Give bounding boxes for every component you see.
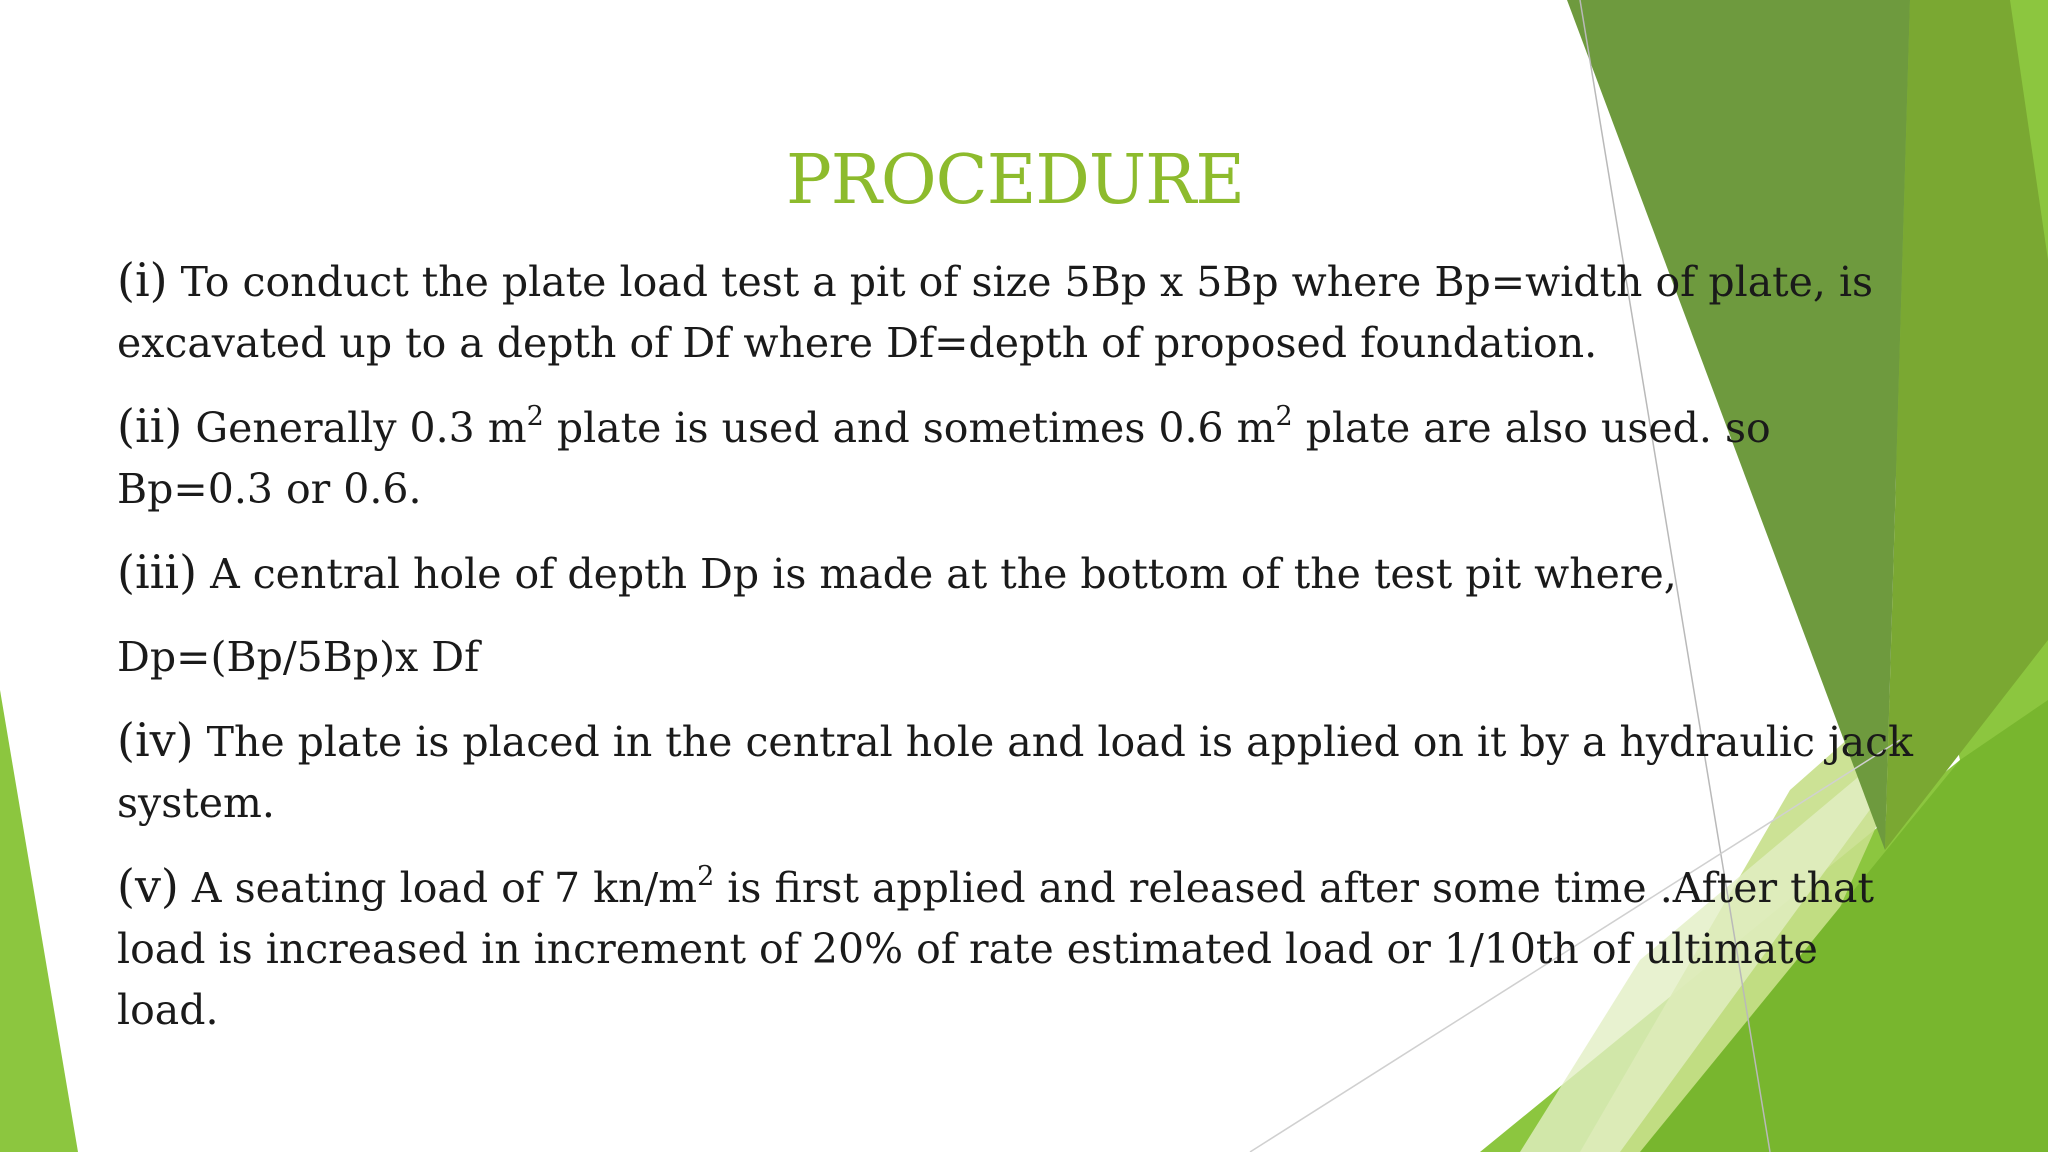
paragraph-number: (i): [117, 253, 168, 307]
paragraph-text: To conduct the plate load test a pit of size 5Bp x 5Bp where Bp=width of plate, is excavated up to a depth of Df where Df=depth of proposed foundation.: [117, 258, 1874, 367]
paragraph-3: [117, 542, 1927, 605]
paragraph-text: A seating load of 7 kn/m: [178, 864, 698, 912]
paragraph-number: (iii): [117, 545, 198, 599]
superscript: 2: [1275, 401, 1293, 433]
slide-title: PROCEDURE: [785, 141, 1245, 220]
paragraph-text: is first applied and released after some time .After that load is increased in increment of 20% of rate estimated load or 1/10th of ultimate load.: [117, 864, 1874, 1034]
paragraph-text: plate is used and sometimes 0.6 m: [543, 404, 1276, 452]
paragraph-5: [117, 710, 1927, 834]
paragraph-2: [117, 396, 1927, 520]
paragraph-number: (iv): [117, 713, 194, 767]
superscript: 2: [526, 401, 544, 433]
paragraph-6: [117, 856, 1927, 1041]
paragraph-text: The plate is placed in the central hole and load is applied on it by a hydraulic jack system.: [117, 718, 1913, 827]
formula-text: Dp=(Bp/5Bp)x Df: [117, 633, 480, 681]
paragraph-text: plate are also used. so Bp=0.3 or 0.6.: [117, 404, 1771, 513]
paragraph-number: (v): [117, 859, 179, 913]
paragraph-text: Generally 0.3 m: [182, 404, 527, 452]
paragraph-number: (ii): [117, 399, 183, 453]
slide-body: [117, 250, 1927, 1063]
superscript: 2: [697, 861, 715, 893]
paragraph-1: [117, 250, 1927, 374]
paragraph-4: [117, 627, 1927, 688]
paragraph-text: A central hole of depth Dp is made at the bottom of the test pit where,: [197, 550, 1677, 598]
